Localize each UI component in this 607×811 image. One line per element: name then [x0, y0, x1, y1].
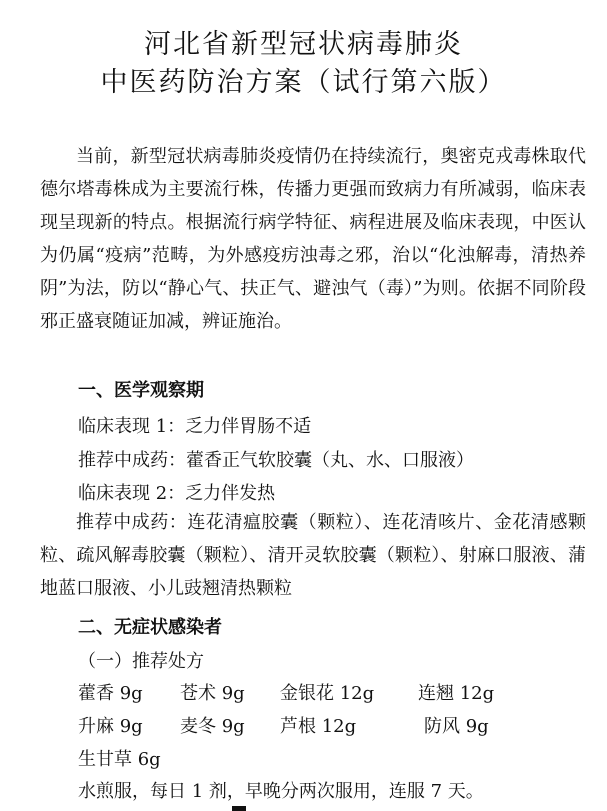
- section-2-heading: 二、无症状感染者: [78, 617, 222, 638]
- intro-paragraph: 当前，新型冠状病毒肺炎疫情仍在持续流行，奥密克戎毒株取代德尔塔毒株成为主要流行株，传播力更强而致病力有所减弱，临床表现呈现新的特点。根据流行病学特征、病程进展及临床表现，中医认为仍属“疫病”范畴，为外感疫疠浊毒之邪，治以“化浊解毒，清热养阴”为法，防以“静心气、扶正气、避浊气（毒）”为则。依据不同阶段邪正盛衰随证加减，辨证施治。: [40, 146, 586, 332]
- herb-item: 防风 9g: [424, 716, 489, 737]
- document-title-line-1: 河北省新型冠状病毒肺炎: [144, 29, 463, 60]
- document-title-line-2: 中医药防治方案（试行第六版）: [100, 67, 507, 98]
- herb-item: 升麻 9g: [78, 716, 143, 737]
- recommended-medicine-1: 推荐中成药：藿香正气软胶囊（丸、水、口服液）: [78, 450, 474, 471]
- herb-item: 生甘草 6g: [78, 749, 161, 770]
- recommended-medicine-2: 推荐中成药：连花清瘟胶囊（颗粒）、连花清咳片、金花清感颗粒、疏风解毒胶囊（颗粒）、清开灵软胶囊（颗粒）、射麻口服液、蒲地蓝口服液、小儿豉翘清热颗粒: [40, 512, 586, 599]
- herb-item: 苍术 9g: [180, 683, 245, 704]
- section-1-heading: 一、医学观察期: [78, 380, 204, 401]
- usage-instructions: 水煎服，每日 1 剂，早晚分两次服用，连服 7 天。: [78, 781, 484, 802]
- clinical-presentation-2: 临床表现 2：乏力伴发热: [78, 483, 276, 504]
- cropped-text-fragment: [232, 806, 246, 811]
- clinical-presentation-1: 临床表现 1：乏力伴胃肠不适: [78, 416, 312, 437]
- herb-item: 金银花 12g: [280, 683, 375, 704]
- herb-item: 麦冬 9g: [180, 716, 245, 737]
- herb-item: 连翘 12g: [418, 683, 495, 704]
- herb-item: 芦根 12g: [280, 716, 357, 737]
- herb-item: 藿香 9g: [78, 683, 143, 704]
- section-2-subheading: （一）推荐处方: [78, 651, 204, 672]
